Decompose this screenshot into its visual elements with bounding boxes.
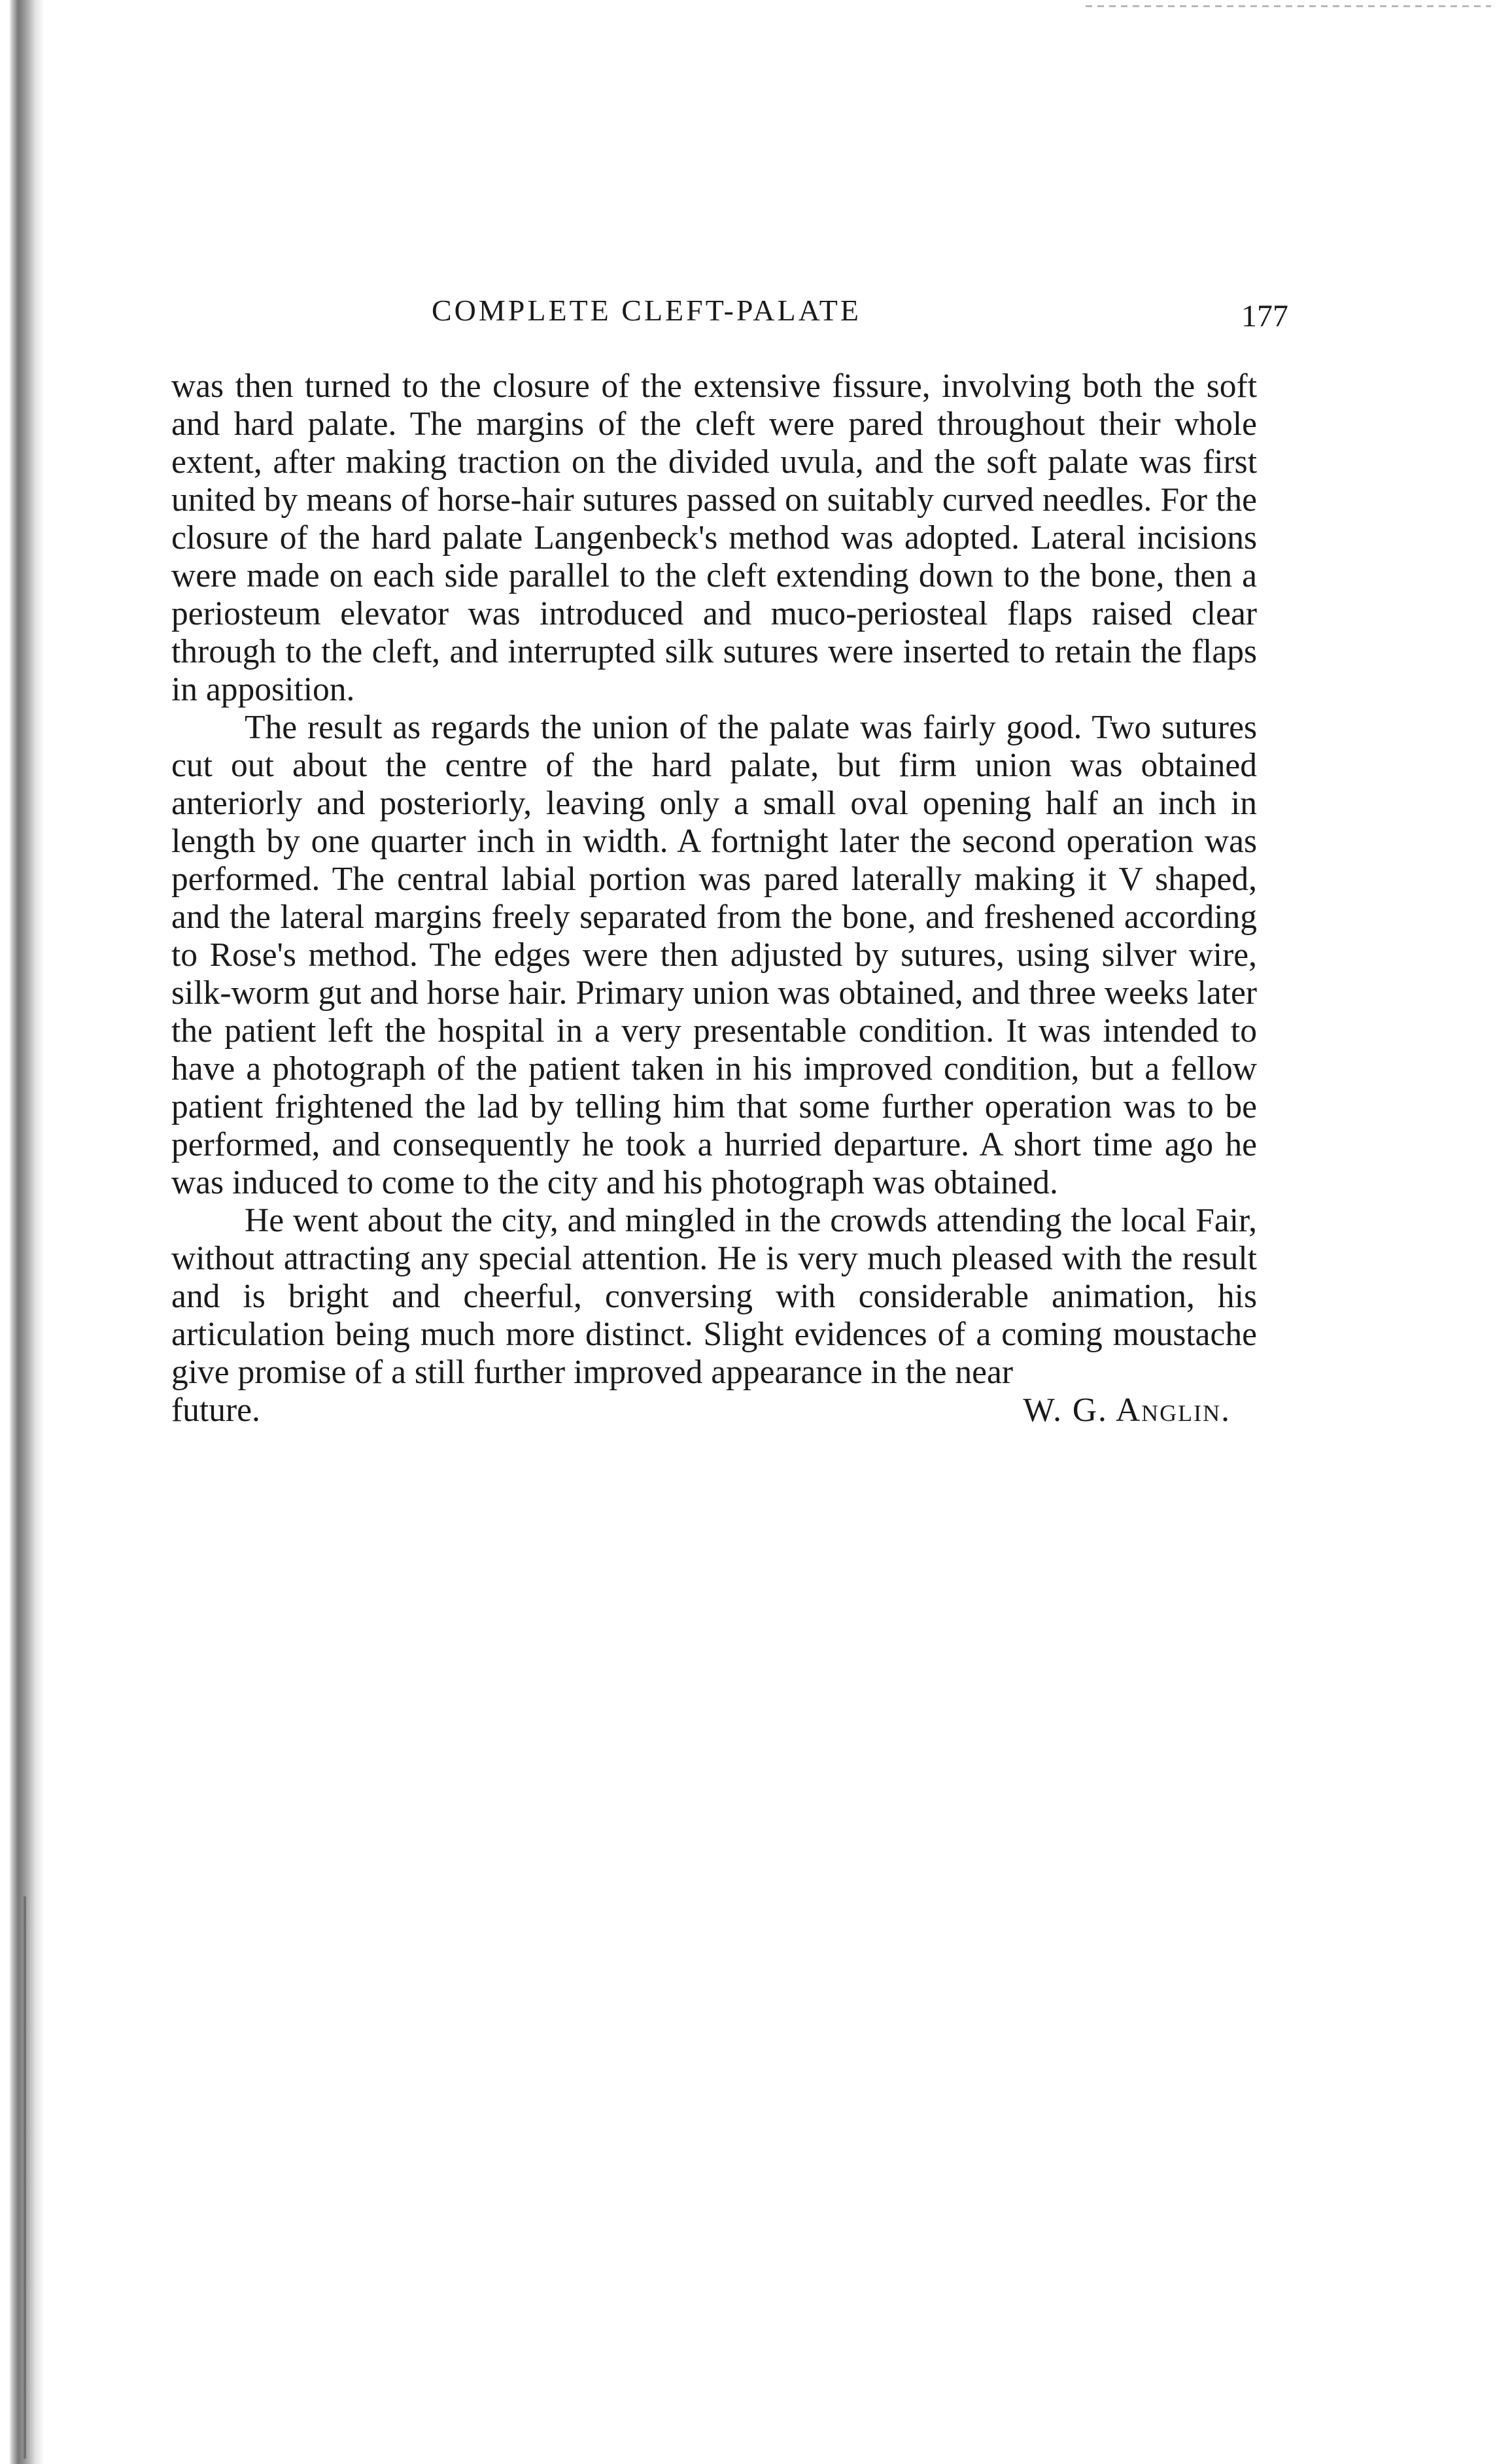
closing-line xyxy=(171,1392,1257,1429)
page-number: 177 xyxy=(1241,299,1288,334)
closing-word: future. xyxy=(171,1392,260,1429)
author-signature: W. G. Anglin. xyxy=(1023,1392,1231,1429)
paragraph-2: The result as regards the union of the palate was fairly good. Two sutures cut out about the centre of the hard palate, but firm union was obtained anteriorly and posteriorly, leaving only a small oval opening half an inch in length by one quarter inch in width. A fortnight later the second operation was performed. The central labial portion was pared laterally making it V shaped, and the lateral margins freely separated from the bone, and freshened according to Rose's method. The edges were then adjusted by sutures, using silver wire, silk-worm gut and horse hair. Primary union was obtained, and three weeks later the patient left the hospital in a very presentable condition. It was intended to have a photograph of the patient taken in his improved condition, but a fellow patient frightened the lad by telling him that some further operation was to be performed, and consequently he took a hurried departure. A short time ago he was induced to come to the city and his photograph was obtained. xyxy=(171,709,1257,1201)
scan-binding-edge xyxy=(0,0,46,2464)
running-head xyxy=(171,293,1288,339)
body-text xyxy=(171,368,1257,1429)
paragraph-3: He went about the city, and mingled in the crowds attending the local Fair, without attracting any special attention. He is very much pleased with the result and is bright and cheerful, conversing with considerable animation, his articulation being much more distinct. Slight evidences of a coming moustache give promise of a still further improved appearance in the near xyxy=(171,1202,1257,1391)
scan-top-rule xyxy=(1086,5,1491,7)
paragraph-1: was then turned to the closure of the extensive fissure, involving both the soft and hard palate. The margins of the cleft were pared throughout their whole extent, after making traction on the divided uvula, and the soft palate was first united by means of horse-hair sutures passed on suitably curved needles. For the closure of the hard palate Langenbeck's method was adopted. Lateral incisions were made on each side parallel to the cleft extending down to the bone, then a periosteum elevator was introduced and muco-periosteal flaps raised clear through to the cleft, and interrupted silk sutures were inserted to retain the flaps in apposition. xyxy=(171,368,1257,708)
scan-binding-line xyxy=(24,1896,26,2459)
running-title: COMPLETE CLEFT-PALATE xyxy=(432,294,861,327)
